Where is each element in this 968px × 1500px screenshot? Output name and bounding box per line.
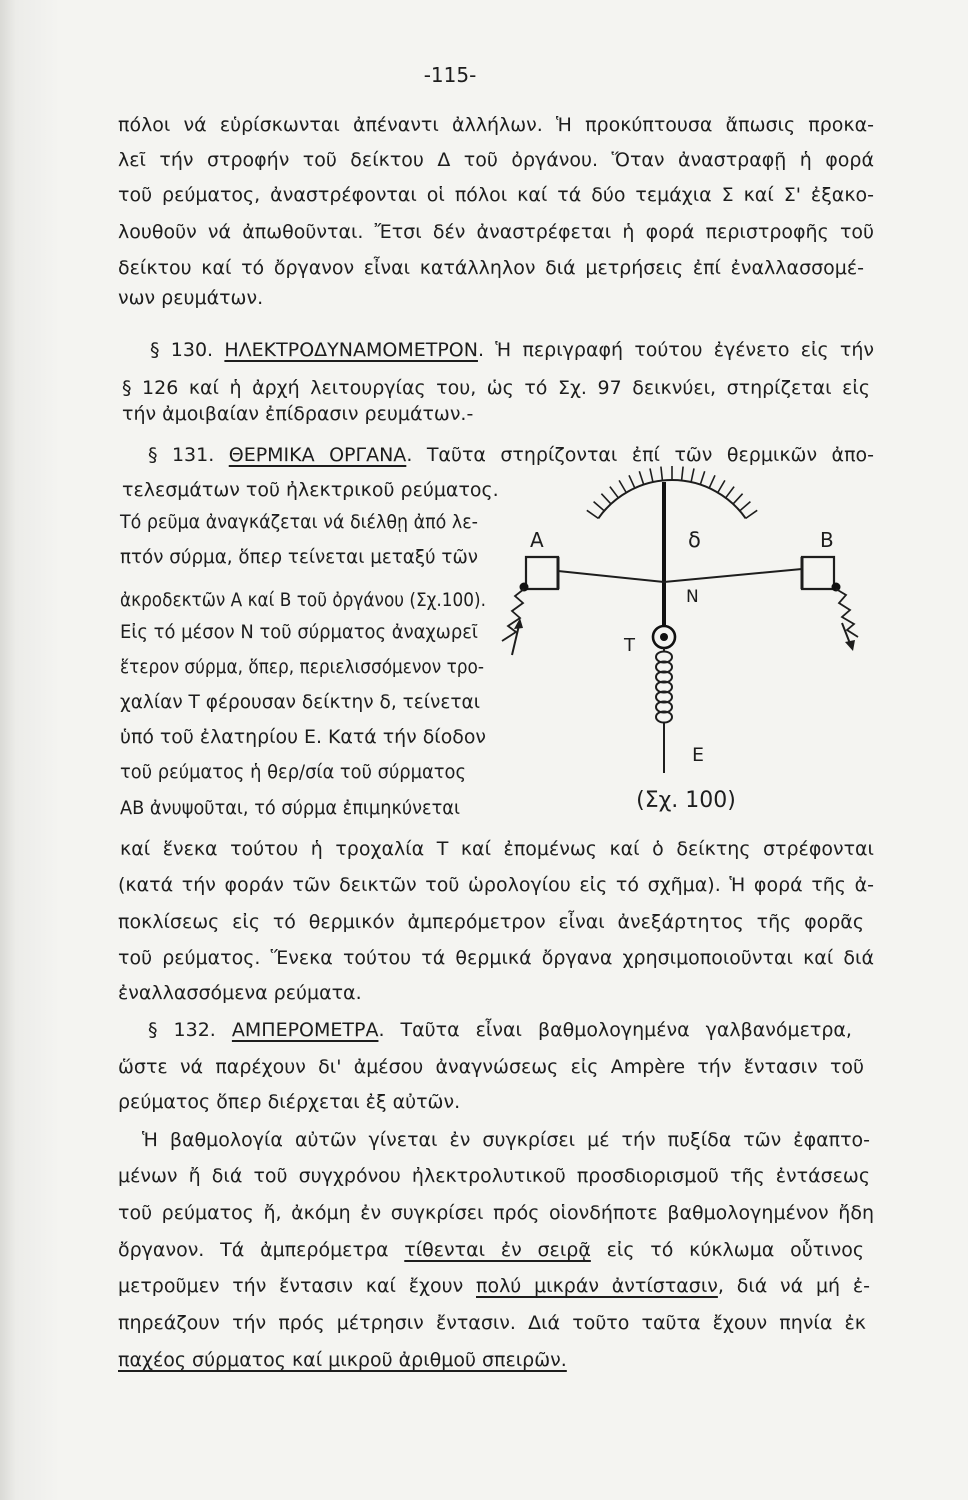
body-line-21 xyxy=(120,834,874,864)
line-text-rest: . Ταῦτα εἶναι βαθμολογημένα γαλβανόμετρα, xyxy=(378,1019,852,1041)
line-text: ρεύματος ὅπερ διέρχεται ἐξ αὐτῶν. xyxy=(118,1091,461,1113)
scale-tick xyxy=(700,471,704,484)
body-line-34 xyxy=(118,1308,866,1338)
label-a: A xyxy=(530,528,544,552)
body-line-03 xyxy=(118,180,874,210)
scale-tick xyxy=(726,487,734,498)
scale-tick xyxy=(746,510,758,518)
line-text-rest: . Ἡ περιγραφή τούτου ἐγένετο εἰς τήν xyxy=(477,339,874,361)
page-number: -115- xyxy=(423,63,477,87)
section-heading: ΘΕΡΜΙΚΑ ΟΡΓΑΝΑ xyxy=(228,444,407,466)
line-text: § 126 καί ἡ ἀρχή λειτουργίας του, ὡς τό Σχ. 97 δεικνύει, στηρίζεται εἰς xyxy=(122,377,870,399)
scale-tick xyxy=(619,480,626,492)
current-arrow-down-icon xyxy=(842,623,855,651)
underlined-line: παχέος σύρματος καί μικροῦ ἀριθμοῦ σπειρῶν. xyxy=(118,1349,567,1371)
label-e: E xyxy=(692,744,705,766)
body-line-17 xyxy=(120,687,480,717)
scale-tick xyxy=(610,487,618,498)
hot-wire-ab xyxy=(558,569,802,582)
section-heading: ΑΜΠΕΡΟΜΕΤΡΑ xyxy=(231,1019,379,1041)
scale-tick xyxy=(682,467,684,481)
scale-ticks xyxy=(587,466,757,518)
line-text: Ἡ βαθμολογία αὐτῶν γίνεται ἐν συγκρίσει μέ τήν πυξίδα τῶν ἐφαπτο- xyxy=(142,1129,870,1151)
terminal-b xyxy=(802,557,841,592)
line-text: Τό ρεῦμα ἀναγκάζεται νά διέλθῃ ἀπό λε- xyxy=(120,511,478,533)
line-text-start: μετροῦμεν τήν ἔντασιν καί ἔχουν xyxy=(118,1275,476,1297)
line-text: καί ἕνεκα τούτου ἡ τροχαλία Τ καί ἐπομένως καί ὁ δείκτης στρέφονται xyxy=(120,838,874,860)
line-text: ποκλίσεως εἰς τό θερμικόν ἀμπερόμετρον εἶναι ἀνεξάρτητος τῆς φορᾶς xyxy=(118,911,864,933)
body-line-29 xyxy=(142,1125,870,1155)
spring-e xyxy=(656,648,672,723)
underlined-phrase: πολύ μικράν ἀντίστασιν xyxy=(476,1275,718,1297)
line-text-rest: εἰς τό κύκλωμα οὗτινος xyxy=(590,1239,864,1261)
body-line-01 xyxy=(118,110,874,140)
line-text: τοῦ ρεύματος. Ἕνεκα τούτου τά θερμικά ὄργανα χρησιμοποιοῦνται καί διά xyxy=(118,947,874,969)
line-text: πηρεάζουν τήν πρός μέτρησιν ἔντασιν. Διά τοῦτο ταῦτα ἔχουν πηνία ἐκ xyxy=(118,1312,866,1334)
line-text: χαλίαν Τ φέρουσαν δείκτην δ, τείνεται xyxy=(120,691,480,713)
section-number: § 131. xyxy=(148,444,229,466)
line-text xyxy=(118,1235,864,1265)
line-text: τοῦ ρεύματος ἡ θερ/σία τοῦ σύρματος xyxy=(120,761,466,783)
line-text: πόλοι νά εὑρίσκωνται ἀπέναντι ἀλλήλων. Ἡ προκύπτουσα ἄπωσις προκα- xyxy=(118,114,874,136)
body-line-25 xyxy=(118,978,874,1008)
body-line-04 xyxy=(118,217,874,247)
body-line-22 xyxy=(118,870,874,900)
line-text-rest: , διά νά μή ἐ- xyxy=(717,1275,870,1297)
line-text: τοῦ ρεύματος ἤ, ἀκόμη ἐν συγκρίσει πρός οἱονδήποτε βαθμολογημένον ἤδη xyxy=(118,1202,874,1224)
body-line-02 xyxy=(118,145,874,175)
scale-tick xyxy=(733,494,743,504)
body-line-35 xyxy=(118,1345,874,1375)
body-line-05 xyxy=(118,253,864,283)
line-text: δείκτου καί τό ὄργανον εἶναι κατάλληλον διά μετρήσεις ἐπί ἐναλλασσομέ- xyxy=(118,257,864,279)
line-text: μένων ἤ διά τοῦ συγχρόνου ἠλεκτρολυτικοῦ προσδιορισμοῦ τῆς ἐντάσεως xyxy=(118,1165,870,1187)
body-line-16 xyxy=(120,652,484,682)
body-line-18 xyxy=(120,722,486,752)
scale-tick xyxy=(587,510,599,518)
scale-tick xyxy=(718,480,725,492)
line-text: ὥστε νά παρέχουν δι' ἀμέσου ἀναγνώσεως εἰς Ampère τήν ἔντασιν τοῦ xyxy=(118,1056,864,1078)
line-text: τελεσμάτων τοῦ ἠλεκτρικοῦ ρεύματος. xyxy=(122,479,499,501)
label-t: T xyxy=(624,635,635,656)
underlined-phrase: τίθενται ἐν σειρᾷ xyxy=(404,1239,591,1261)
body-line-33 xyxy=(118,1271,870,1301)
body-line-14 xyxy=(120,585,486,615)
line-text: λεῖ τήν στροφήν τοῦ δείκτου Δ τοῦ ὀργάνου. Ὅταν ἀναστραφῇ ἡ φορά xyxy=(118,149,874,171)
line-text: λουθοῦν νά ἀπωθοῦνται. Ἔτσι δέν ἀναστρέφεται ἡ φορά περιστροφῆς τοῦ xyxy=(118,221,874,243)
body-line-15 xyxy=(120,617,478,647)
body-line-06 xyxy=(118,283,874,313)
line-text: ἕτερον σύρμα, ὅπερ, περιελισσόμενον τρο- xyxy=(120,656,484,678)
line-text: τοῦ ρεύματος, ἀναστρέφονται οἱ πόλοι καί τά δύο τεμάχια Σ καί Σ' ἐξακο- xyxy=(118,184,874,206)
line-text: ἐναλλασσόμενα ρεύματα. xyxy=(118,982,362,1004)
section-number: § 132. xyxy=(148,1019,232,1041)
body-line-24 xyxy=(118,943,874,973)
scale-tick xyxy=(691,468,694,482)
line-text: νων ρευμάτων. xyxy=(118,287,264,309)
body-line-30 xyxy=(118,1161,870,1191)
label-delta: δ xyxy=(688,528,701,552)
body-line-07 xyxy=(150,335,874,365)
scale-tick xyxy=(709,475,715,488)
line-text xyxy=(148,1015,852,1045)
scale-tick xyxy=(650,468,653,482)
thermal-ammeter-diagram xyxy=(490,465,880,835)
body-line-27 xyxy=(118,1052,864,1082)
figure-caption: (Σχ. 100) xyxy=(636,788,736,813)
scale-tick xyxy=(661,467,663,481)
line-text xyxy=(118,1271,870,1301)
scale-tick xyxy=(639,471,643,484)
section-heading: ΗΛΕΚΤΡΟΔΥΝΑΜΟΜΕΤΡΟΝ xyxy=(224,339,478,361)
scale-tick xyxy=(629,475,635,488)
body-line-28 xyxy=(118,1087,874,1117)
pulley-axle xyxy=(660,633,668,641)
line-text: ΑΒ ἀνυψοῦται, τό σύρμα ἐπιμηκύνεται xyxy=(120,797,460,819)
label-b: B xyxy=(820,528,834,552)
body-line-20 xyxy=(120,793,460,823)
body-line-23 xyxy=(118,907,864,937)
line-text: ὑπό τοῦ ἐλατηρίου Ε. Κατά τήν δίοδον xyxy=(120,726,486,748)
line-text: τήν ἀμοιβαίαν ἐπίδρασιν ρευμάτων.- xyxy=(122,403,474,425)
line-text-start: ὄργανον. Τά ἀμπερόμετρα xyxy=(118,1239,405,1261)
current-arrow-up-icon xyxy=(512,618,523,655)
lead-a xyxy=(502,589,524,641)
line-text: (κατά τήν φοράν τῶν δεικτῶν τοῦ ὡρολογίου εἰς τό σχῆμα). Ἡ φορά τῆς ἀ- xyxy=(118,874,874,896)
scale-tick xyxy=(594,502,605,511)
body-line-13 xyxy=(120,542,478,572)
terminal-a xyxy=(520,557,559,592)
scale-arc xyxy=(598,480,745,518)
body-line-26 xyxy=(148,1015,866,1045)
body-line-32 xyxy=(118,1235,864,1265)
line-text: Εἰς τό μέσον Ν τοῦ σύρματος ἀναχωρεῖ xyxy=(120,621,478,643)
line-text xyxy=(150,335,874,365)
body-line-31 xyxy=(118,1198,874,1228)
body-line-09 xyxy=(122,399,874,429)
line-text: ἀκροδεκτῶν Α καί Β τοῦ ὀργάνου (Σχ.100). xyxy=(120,589,486,611)
scale-tick xyxy=(740,502,751,511)
lead-b xyxy=(836,589,858,637)
line-text-rest: . Ταῦτα στηρίζονται ἐπί τῶν θερμικῶν ἀπο- xyxy=(406,444,874,466)
scale-tick xyxy=(601,494,611,504)
label-n: N xyxy=(686,587,699,607)
section-number: § 130. xyxy=(150,339,225,361)
line-text: πτόν σύρμα, ὅπερ τείνεται μεταξύ τῶν xyxy=(120,546,478,568)
body-line-19 xyxy=(120,757,466,787)
body-line-12 xyxy=(120,507,478,537)
